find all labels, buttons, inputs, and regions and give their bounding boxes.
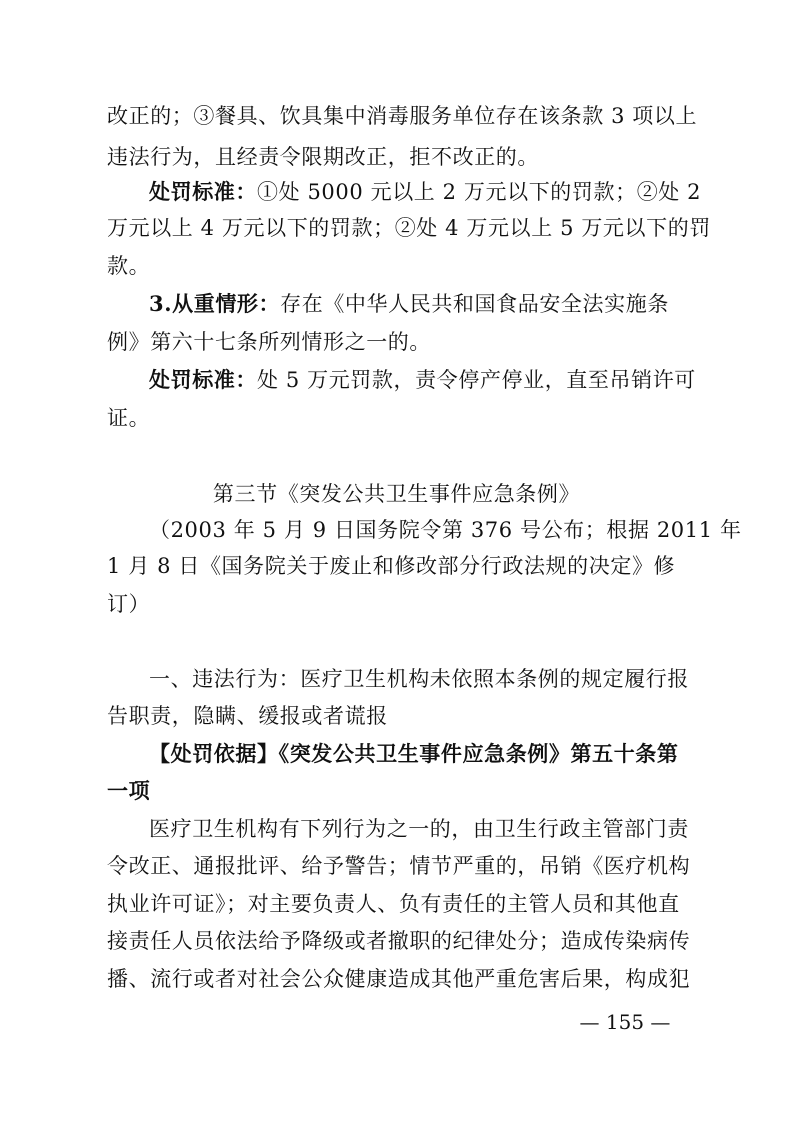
body-line-1-text: 改正的；③餐具、饮具集中消毒服务单位存在该条款 3 项以上 [107, 104, 698, 128]
body-line-5-text: 款。 [107, 254, 151, 278]
body-line-7-text: 例》第六十七条所列情形之一的。 [107, 330, 431, 354]
penalty-standard-label: 处罚标准： [149, 179, 257, 204]
violation-line-1: 一、违法行为：医疗卫生机构未依照本条例的规定履行报 [149, 667, 689, 691]
body-line-4-text: 万元以上 4 万元以下的罚款；②处 4 万元以上 5 万元以下的罚 [107, 216, 711, 240]
basis-line-2: 一项 [107, 778, 151, 803]
penalty-standard-line-1 [149, 178, 702, 206]
section-note-line-2: 1 月 8 日《国务院关于废止和修改部分行政法规的决定》修 [107, 554, 676, 578]
section-note-line-1: （2003 年 5 月 9 日国务院令第 376 号公布；根据 2011 年 [149, 518, 742, 542]
penalty-standard-label-2: 处罚标准： [149, 367, 257, 392]
body-line-2 [107, 143, 687, 171]
article-body-line-3: 执业许可证》；对主要负责人、负有责任的主管人员和其他直 [107, 892, 680, 916]
body-line-1 [107, 102, 698, 130]
article-body-line-1: 医疗卫生机构有下列行为之一的，由卫生行政主管部门责 [149, 817, 689, 841]
aggravating-circumstance-line [149, 290, 687, 318]
body-line-5 [107, 252, 687, 280]
basis-line-1: 【处罚依据】《突发公共卫生事件应急条例》第五十条第 [149, 741, 679, 766]
body-line-4 [107, 214, 711, 242]
aggravating-label: 3.从重情形： [149, 291, 281, 316]
body-line-2-text: 违法行为，且经责令限期改正，拒不改正的。 [107, 145, 539, 169]
body-line-9-text: 证。 [107, 406, 151, 430]
section-note-line-3: 订） [107, 592, 151, 616]
body-line-9 [107, 404, 687, 432]
article-body-line-4: 接责任人员依法给予降级或者撤职的纪律处分；造成传染病传 [107, 929, 691, 953]
body-line-7 [107, 328, 687, 356]
penalty-standard-text-2: 处 5 万元罚款，责令停产停业，直至吊销许可 [257, 368, 696, 392]
penalty-standard-line-2 [149, 366, 696, 394]
section-title: 第三节《突发公共卫生事件应急条例》 [212, 482, 581, 506]
penalty-standard-text: ①处 5000 元以上 2 万元以下的罚款；②处 2 [257, 180, 702, 204]
aggravating-text: 存在《中华人民共和国食品安全法实施条 [280, 292, 669, 316]
article-body-line-2: 令改正、通报批评、给予警告；情节严重的，吊销《医疗机构 [107, 854, 691, 878]
page-number: — 155 — [579, 1010, 671, 1034]
violation-line-2: 告职责，隐瞒、缓报或者谎报 [107, 704, 388, 728]
article-body-line-5: 播、流行或者对社会公众健康造成其他严重危害后果，构成犯 [107, 967, 691, 991]
